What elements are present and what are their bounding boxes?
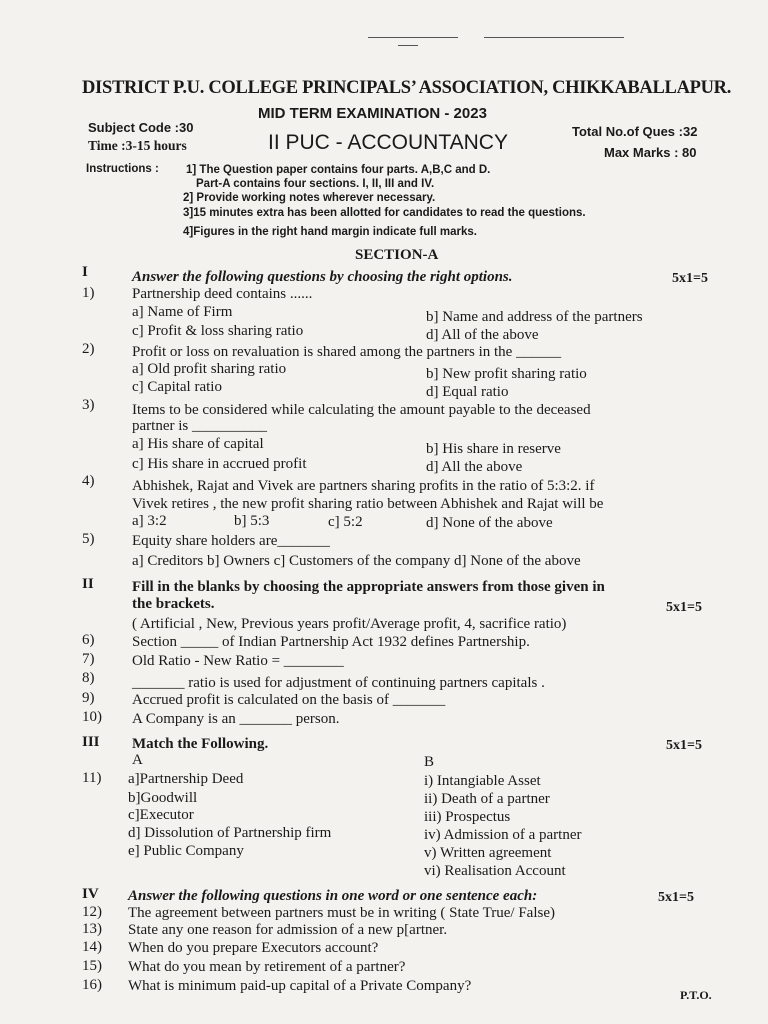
question-number: 4) — [82, 473, 95, 489]
question-number: 5) — [82, 531, 95, 547]
instruction-line: 1] The Question paper contains four parts. A,B,C and D. — [186, 164, 491, 176]
option-d: d] Equal ratio — [426, 384, 509, 400]
option-a: a] Old profit sharing ratio — [132, 361, 287, 377]
question-number: 3) — [82, 397, 95, 413]
instruction-line: 2] Provide working notes wherever necessary. — [183, 192, 436, 204]
total-questions: Total No.of Ques :32 — [572, 124, 698, 139]
top-rule-right — [484, 37, 624, 38]
question-text-continued: Vivek retires , the new profit sharing ratio between Abhishek and Rajat will be — [132, 496, 604, 512]
question-text-continued: partner is __________ — [132, 418, 267, 434]
part-marks: 5x1=5 — [666, 738, 702, 753]
part-number: II — [82, 576, 94, 592]
question-number: 2) — [82, 341, 95, 357]
instructions-label: Instructions : — [86, 163, 159, 175]
question-text: The agreement between partners must be in writing ( State True/ False) — [128, 905, 555, 921]
part-instruction: Fill in the blanks by choosing the appropriate answers from those given in — [132, 579, 605, 595]
question-text: State any one reason for admission of a new p[artner. — [128, 922, 448, 938]
match-item-a: c]Executor — [128, 807, 194, 823]
part-instruction: Answer the following questions in one word or one sentence each: — [128, 888, 538, 904]
option-d: d] All the above — [426, 459, 523, 475]
question-text: Equity share holders are_______ — [132, 533, 330, 549]
match-item-b: iv) Admission of a partner — [424, 827, 582, 843]
match-item-b: iii) Prospectus — [424, 809, 511, 825]
part-marks: 5x1=5 — [658, 890, 694, 905]
option-c: c] His share in accrued profit — [132, 456, 307, 472]
question-text: A Company is an _______ person. — [132, 711, 340, 727]
top-rule-left — [368, 37, 458, 38]
part-instruction: Match the Following. — [132, 736, 269, 752]
match-item-a: d] Dissolution of Partnership firm — [128, 825, 332, 841]
instruction-line: 4]Figures in the right hand margin indicate full marks. — [183, 226, 477, 238]
column-a-heading: A — [132, 752, 143, 768]
option-d: d] None of the above — [426, 515, 553, 531]
question-number: 12) — [82, 904, 102, 920]
time-allowed: Time :3-15 hours — [88, 138, 187, 153]
exam-title: MID TERM EXAMINATION - 2023 — [258, 105, 487, 122]
match-item-b: vi) Realisation Account — [424, 863, 566, 879]
instruction-line: 3]15 minutes extra has been allotted for candidates to read the questions. — [183, 207, 586, 219]
subject-code: Subject Code :30 — [88, 120, 194, 135]
question-number: 11) — [82, 770, 102, 786]
question-text: Old Ratio - New Ratio = ________ — [132, 653, 344, 669]
section-title: SECTION-A — [355, 247, 439, 263]
question-text: Accrued profit is calculated on the basis of _______ — [132, 692, 446, 708]
option-b: b] His share in reserve — [426, 441, 561, 457]
option-a: a] 3:2 — [132, 513, 167, 529]
question-number: 13) — [82, 921, 102, 937]
question-number: 6) — [82, 632, 95, 648]
question-number: 7) — [82, 651, 95, 667]
question-text: _______ ratio is used for adjustment of continuing partners capitals . — [132, 675, 545, 691]
option-b: b] 5:3 — [234, 513, 270, 529]
part-number: I — [82, 264, 88, 280]
question-text: When do you prepare Executors account? — [128, 940, 379, 956]
part-instruction-continued: the brackets. — [132, 596, 215, 612]
subject-title — [268, 130, 508, 155]
part-marks: 5x1=5 — [666, 600, 702, 615]
max-marks: Max Marks : 80 — [604, 145, 697, 160]
option-c: c] Capital ratio — [132, 379, 222, 395]
question-text: What do you mean by retirement of a partner? — [128, 959, 406, 975]
question-number: 16) — [82, 977, 102, 993]
question-text: Abhishek, Rajat and Vivek are partners sharing profits in the ratio of 5:3:2. if — [132, 478, 595, 494]
part-marks: 5x1=5 — [672, 271, 708, 286]
column-b-heading: B — [424, 754, 435, 770]
top-rule-short — [398, 45, 418, 46]
question-text: What is minimum paid-up capital of a Private Company? — [128, 978, 472, 994]
part-number: IV — [82, 886, 99, 902]
option-b: b] Name and address of the partners — [426, 309, 643, 325]
option-c: c] Profit & loss sharing ratio — [132, 323, 304, 339]
question-number: 1) — [82, 285, 95, 301]
answer-choices: ( Artificial , New, Previous years profit/Average profit, 4, sacrifice ratio) — [132, 616, 567, 632]
question-number: 8) — [82, 670, 95, 686]
option-b: b] New profit sharing ratio — [426, 366, 587, 382]
option-c: c] 5:2 — [328, 514, 363, 530]
part-number: III — [82, 734, 100, 750]
match-item-b: ii) Death of a partner — [424, 791, 550, 807]
match-item-a: b]Goodwill — [128, 790, 198, 806]
match-item-a: a]Partnership Deed — [128, 771, 244, 787]
question-number: 9) — [82, 690, 95, 706]
subject-title-text: II PUC - ACCOUNTANCY — [268, 131, 508, 154]
options-inline: a] Creditors b] Owners c] Customers of the company d] None of the above — [132, 553, 581, 569]
match-item-b: v) Written agreement — [424, 845, 552, 861]
question-text: Section _____ of Indian Partnership Act 1932 defines Partnership. — [132, 634, 530, 650]
match-item-b: i) Intangiable Asset — [424, 773, 541, 789]
option-a: a] Name of Firm — [132, 304, 233, 320]
question-text: Items to be considered while calculating the amount payable to the deceased — [132, 402, 591, 418]
question-text: Partnership deed contains ...... — [132, 286, 313, 302]
question-text: Profit or loss on revaluation is shared among the partners in the ______ — [132, 344, 562, 360]
question-number: 15) — [82, 958, 102, 974]
match-item-a: e] Public Company — [128, 843, 244, 859]
option-a: a] His share of capital — [132, 436, 264, 452]
question-number: 14) — [82, 939, 102, 955]
part-instruction: Answer the following questions by choosing the right options. — [132, 269, 513, 285]
pto-label: P.T.O. — [680, 988, 712, 1002]
question-number: 10) — [82, 709, 102, 725]
association-title: DISTRICT P.U. COLLEGE PRINCIPALS’ ASSOCIATION, CHIKKABALLAPUR. — [82, 78, 732, 98]
option-d: d] All of the above — [426, 327, 539, 343]
instruction-line: Part-A contains four sections. I, II, III and IV. — [196, 178, 435, 190]
